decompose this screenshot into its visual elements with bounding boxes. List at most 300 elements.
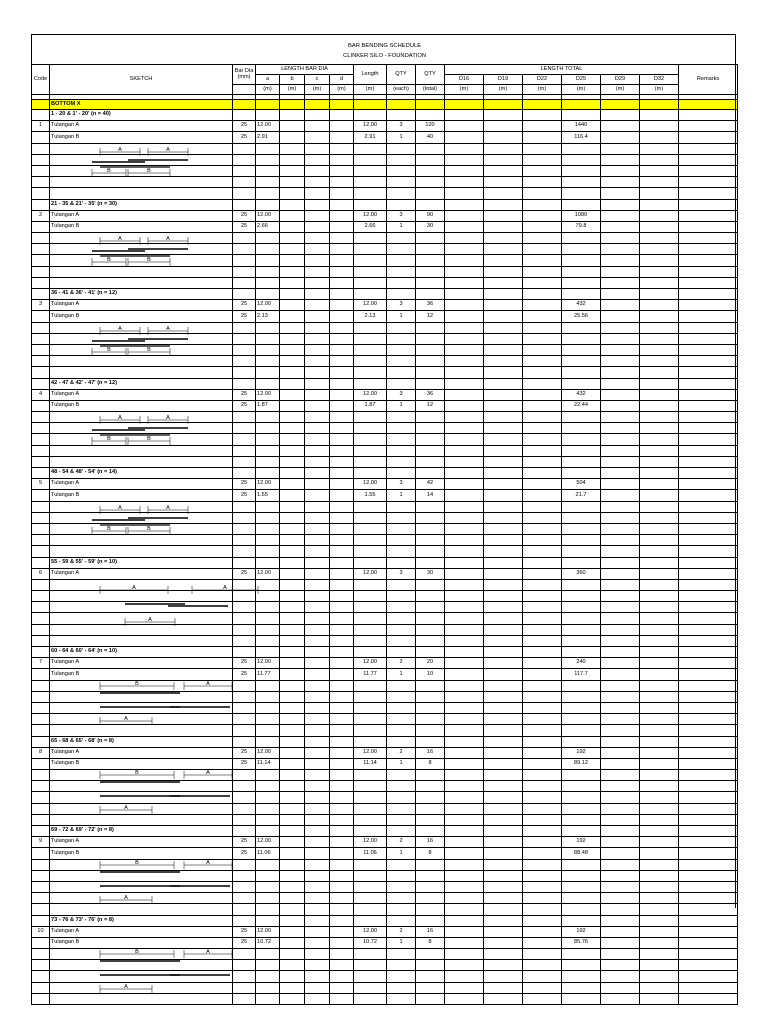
table-cell	[601, 770, 640, 781]
table-cell	[601, 277, 640, 288]
table-cell	[484, 893, 523, 904]
table-cell	[523, 132, 562, 143]
row-code-empty	[32, 445, 50, 456]
table-cell	[256, 993, 280, 1004]
table-cell	[601, 289, 640, 300]
table-cell	[305, 624, 330, 635]
sketch-label: A	[223, 584, 227, 591]
table-cell	[256, 289, 280, 300]
length-total-d25: 192	[562, 747, 601, 758]
table-cell	[305, 367, 330, 378]
table-cell	[445, 255, 484, 266]
table-cell	[233, 904, 256, 915]
table-cell	[387, 468, 416, 479]
qty-each: 1	[387, 311, 416, 322]
table-cell	[354, 244, 387, 255]
table-cell	[233, 277, 256, 288]
table-cell	[640, 926, 679, 937]
table-cell	[354, 881, 387, 892]
table-cell	[387, 266, 416, 277]
bar-label: Tulangan B	[50, 669, 233, 680]
table-cell	[484, 110, 523, 121]
table-cell	[305, 635, 330, 646]
table-cell	[416, 826, 445, 837]
table-cell	[679, 188, 738, 199]
table-cell	[640, 132, 679, 143]
row-code-empty	[32, 982, 50, 993]
length-a: 12.00	[256, 926, 280, 937]
table-cell	[640, 490, 679, 501]
sketch-label: A	[118, 415, 122, 422]
table-cell	[601, 591, 640, 602]
length: 11.77	[354, 669, 387, 680]
bar-label: Tulangan B	[50, 848, 233, 859]
table-cell	[640, 333, 679, 344]
table-cell	[640, 837, 679, 848]
table-cell	[256, 602, 280, 613]
table-row	[32, 121, 738, 132]
table-cell	[640, 680, 679, 691]
row-code-empty	[32, 702, 50, 713]
table-cell	[416, 591, 445, 602]
table-cell	[562, 456, 601, 467]
table-cell	[445, 221, 484, 232]
table-cell	[523, 479, 562, 490]
table-cell	[416, 579, 445, 590]
table-cell	[256, 736, 280, 747]
table-cell	[445, 132, 484, 143]
sketch-cell	[50, 367, 233, 378]
table-cell	[484, 121, 523, 132]
table-cell	[387, 881, 416, 892]
section-cell	[523, 100, 562, 110]
table-cell	[256, 546, 280, 557]
table-cell	[305, 915, 330, 926]
table-cell	[640, 468, 679, 479]
table-cell	[484, 333, 523, 344]
table-cell	[679, 826, 738, 837]
table-cell	[330, 546, 354, 557]
table-cell	[640, 266, 679, 277]
table-cell	[330, 602, 354, 613]
table-cell	[354, 691, 387, 702]
table-cell	[330, 870, 354, 881]
table-cell	[601, 266, 640, 277]
table-cell	[523, 121, 562, 132]
table-cell	[416, 266, 445, 277]
header-length: Length	[354, 65, 387, 85]
table-cell	[601, 926, 640, 937]
table-row	[32, 579, 738, 590]
table-cell	[256, 266, 280, 277]
table-cell	[601, 949, 640, 960]
table-cell	[256, 826, 280, 837]
bar-label: Tulangan A	[50, 479, 233, 490]
table-row	[32, 277, 738, 288]
table-cell	[640, 344, 679, 355]
table-cell	[445, 412, 484, 423]
row-code-empty	[32, 635, 50, 646]
sketch-cell	[50, 635, 233, 646]
group-title: 60 - 64 & 60' - 64' (n = 10)	[50, 647, 233, 658]
section-cell	[445, 100, 484, 110]
bar-label: Tulangan B	[50, 132, 233, 143]
table-cell	[679, 199, 738, 210]
table-cell	[416, 423, 445, 434]
table-cell	[484, 501, 523, 512]
table-cell	[280, 792, 305, 803]
table-cell	[523, 937, 562, 948]
row-code-empty	[32, 960, 50, 971]
table-cell	[484, 367, 523, 378]
table-cell	[523, 904, 562, 915]
table-cell	[280, 624, 305, 635]
bar-label: Tulangan A	[50, 300, 233, 311]
table-cell	[387, 356, 416, 367]
table-cell	[387, 781, 416, 792]
table-cell	[354, 859, 387, 870]
table-cell	[601, 132, 640, 143]
length: 12.00	[354, 210, 387, 221]
sketch-cell	[50, 904, 233, 915]
table-cell	[562, 110, 601, 121]
table-cell	[330, 523, 354, 534]
table-cell	[484, 266, 523, 277]
rebar-sketch	[70, 233, 220, 275]
sketch-cell	[50, 501, 233, 532]
table-cell	[387, 591, 416, 602]
header-d: d	[330, 75, 354, 85]
table-cell	[601, 546, 640, 557]
table-cell	[330, 512, 354, 523]
section-cell	[416, 100, 445, 110]
table-cell	[256, 579, 280, 590]
table-cell	[640, 635, 679, 646]
table-cell	[387, 624, 416, 635]
table-cell	[305, 501, 330, 512]
table-cell	[354, 333, 387, 344]
row-code-empty	[32, 143, 50, 154]
table-cell	[445, 121, 484, 132]
table-cell	[679, 121, 738, 132]
table-cell	[601, 199, 640, 210]
length: 12.00	[354, 837, 387, 848]
table-cell	[562, 233, 601, 244]
table-cell	[679, 154, 738, 165]
length-a: 10.72	[256, 937, 280, 948]
table-cell	[445, 244, 484, 255]
table-cell	[484, 993, 523, 1004]
length-total-d25: 85.76	[562, 937, 601, 948]
table-cell	[484, 613, 523, 624]
table-cell	[601, 725, 640, 736]
table-cell	[445, 826, 484, 837]
table-cell	[523, 289, 562, 300]
row-code-empty	[32, 132, 50, 143]
table-cell	[601, 881, 640, 892]
table-cell	[562, 512, 601, 523]
sketch-label: A	[206, 949, 210, 956]
table-cell	[679, 591, 738, 602]
bar-dia: 25	[233, 837, 256, 848]
bar-bending-schedule-sheet	[31, 34, 737, 991]
table-cell	[330, 803, 354, 814]
table-cell	[330, 669, 354, 680]
table-cell	[484, 490, 523, 501]
sketch-cell	[50, 579, 233, 623]
table-cell	[640, 971, 679, 982]
header-length-bar-dia: LENGTH BAR DIA	[256, 65, 354, 75]
row-code-empty	[32, 266, 50, 277]
table-cell	[562, 982, 601, 993]
row-code-empty	[32, 714, 50, 725]
table-cell	[305, 591, 330, 602]
table-cell	[416, 188, 445, 199]
table-cell	[256, 714, 280, 725]
table-cell	[280, 322, 305, 333]
table-cell	[445, 814, 484, 825]
sketch-label: A	[118, 325, 122, 332]
table-cell	[445, 289, 484, 300]
table-cell	[387, 344, 416, 355]
sketch-cell	[50, 322, 233, 353]
table-cell	[640, 982, 679, 993]
table-cell	[679, 389, 738, 400]
qty-total: 16	[416, 837, 445, 848]
table-cell	[601, 635, 640, 646]
group-title: 21 - 35 & 21' - 35' (n = 30)	[50, 199, 233, 210]
table-cell	[679, 770, 738, 781]
header-b: b	[280, 75, 305, 85]
length: 12.00	[354, 658, 387, 669]
table-cell	[484, 445, 523, 456]
table-cell	[416, 199, 445, 210]
table-cell	[330, 456, 354, 467]
table-cell	[305, 568, 330, 579]
table-cell	[523, 501, 562, 512]
bar-dia: 25	[233, 848, 256, 859]
table-cell	[330, 210, 354, 221]
table-cell	[354, 165, 387, 176]
bar-label: Tulangan B	[50, 937, 233, 948]
table-cell	[601, 714, 640, 725]
table-cell	[280, 121, 305, 132]
row-code: 6	[32, 568, 50, 579]
group-header-row	[32, 110, 738, 121]
table-cell	[280, 602, 305, 613]
table-cell	[679, 557, 738, 568]
sketch-label: A	[124, 715, 128, 722]
row-code-empty	[32, 937, 50, 948]
sketch-label: A	[118, 504, 122, 511]
table-cell	[305, 714, 330, 725]
table-cell	[280, 188, 305, 199]
table-cell	[280, 568, 305, 579]
qty-total: 20	[416, 658, 445, 669]
table-cell	[640, 154, 679, 165]
table-cell	[640, 814, 679, 825]
table-cell	[484, 826, 523, 837]
table-cell	[330, 199, 354, 210]
table-cell	[416, 971, 445, 982]
table-cell	[330, 535, 354, 546]
table-cell	[387, 579, 416, 590]
table-cell	[354, 635, 387, 646]
length-a: 12.00	[256, 479, 280, 490]
table-cell	[387, 702, 416, 713]
header-length-total: LENGTH TOTAL	[445, 65, 679, 75]
table-cell	[280, 781, 305, 792]
table-cell	[445, 971, 484, 982]
table-cell	[416, 512, 445, 523]
table-cell	[233, 971, 256, 982]
table-cell	[330, 702, 354, 713]
table-cell	[523, 736, 562, 747]
table-cell	[280, 344, 305, 355]
table-cell	[523, 445, 562, 456]
table-cell	[484, 982, 523, 993]
table-cell	[387, 445, 416, 456]
table-cell	[523, 669, 562, 680]
table-cell	[330, 781, 354, 792]
table-cell	[640, 960, 679, 971]
table-cell	[354, 792, 387, 803]
table-cell	[256, 859, 280, 870]
table-cell	[523, 344, 562, 355]
table-cell	[601, 859, 640, 870]
table-cell	[256, 322, 280, 333]
table-cell	[679, 456, 738, 467]
row-code-empty	[32, 322, 50, 333]
table-cell	[354, 468, 387, 479]
table-cell	[305, 244, 330, 255]
table-cell	[562, 523, 601, 534]
table-cell	[387, 233, 416, 244]
table-cell	[256, 960, 280, 971]
table-cell	[280, 859, 305, 870]
table-cell	[305, 311, 330, 322]
table-cell	[562, 546, 601, 557]
bar-label: Tulangan A	[50, 389, 233, 400]
table-cell	[354, 725, 387, 736]
table-cell	[679, 344, 738, 355]
table-cell	[354, 423, 387, 434]
header-a: a	[256, 75, 280, 85]
table-cell	[484, 803, 523, 814]
table-cell	[484, 300, 523, 311]
bar-dia: 25	[233, 311, 256, 322]
table-cell	[330, 333, 354, 344]
table-cell	[256, 344, 280, 355]
table-cell	[305, 289, 330, 300]
table-row	[32, 949, 738, 960]
table-cell	[233, 613, 256, 624]
table-cell	[445, 747, 484, 758]
table-cell	[640, 356, 679, 367]
table-cell	[256, 255, 280, 266]
table-cell	[256, 982, 280, 993]
table-cell	[601, 356, 640, 367]
sketch-label: A	[166, 415, 170, 422]
table-cell	[387, 289, 416, 300]
table-cell	[354, 356, 387, 367]
table-cell	[354, 579, 387, 590]
table-cell	[484, 356, 523, 367]
table-cell	[280, 523, 305, 534]
length-total-d25: 79.8	[562, 221, 601, 232]
row-code-empty	[32, 680, 50, 691]
group-header-row	[32, 647, 738, 658]
table-cell	[280, 658, 305, 669]
table-cell	[305, 221, 330, 232]
table-cell	[601, 915, 640, 926]
qty-each: 1	[387, 669, 416, 680]
group-code-cell	[32, 826, 50, 837]
table-cell	[640, 949, 679, 960]
length: 2.13	[354, 311, 387, 322]
table-cell	[305, 691, 330, 702]
table-cell	[640, 311, 679, 322]
row-code-empty	[32, 412, 50, 423]
bar-dia: 25	[233, 221, 256, 232]
rebar-sketch	[70, 860, 220, 902]
group-header-row	[32, 289, 738, 300]
table-cell	[445, 568, 484, 579]
table-cell	[387, 635, 416, 646]
table-cell	[387, 367, 416, 378]
table-cell	[640, 199, 679, 210]
table-cell	[416, 523, 445, 534]
length-total-d25: 117.7	[562, 669, 601, 680]
table-cell	[280, 456, 305, 467]
table-cell	[233, 255, 256, 266]
table-row	[32, 501, 738, 512]
table-cell	[484, 412, 523, 423]
table-cell	[387, 714, 416, 725]
table-cell	[562, 904, 601, 915]
table-cell	[562, 501, 601, 512]
sketch-label: A	[166, 325, 170, 332]
table-cell	[280, 143, 305, 154]
table-cell	[562, 333, 601, 344]
table-cell	[679, 915, 738, 926]
table-cell	[679, 378, 738, 389]
table-cell	[640, 781, 679, 792]
table-cell	[523, 591, 562, 602]
table-cell	[679, 535, 738, 546]
table-cell	[679, 468, 738, 479]
table-cell	[354, 826, 387, 837]
sketch-label: B	[135, 859, 139, 866]
table-cell	[445, 669, 484, 680]
table-cell	[679, 781, 738, 792]
table-cell	[256, 870, 280, 881]
table-cell	[330, 143, 354, 154]
row-code-empty	[32, 993, 50, 1004]
table-cell	[484, 758, 523, 769]
table-cell	[562, 277, 601, 288]
table-cell	[640, 501, 679, 512]
table-cell	[354, 557, 387, 568]
table-cell	[330, 993, 354, 1004]
table-cell	[354, 647, 387, 658]
qty-each: 3	[387, 479, 416, 490]
table-cell	[640, 725, 679, 736]
table-cell	[256, 378, 280, 389]
length-a: 11.77	[256, 669, 280, 680]
bar-label: Tulangan B	[50, 221, 233, 232]
table-cell	[233, 423, 256, 434]
